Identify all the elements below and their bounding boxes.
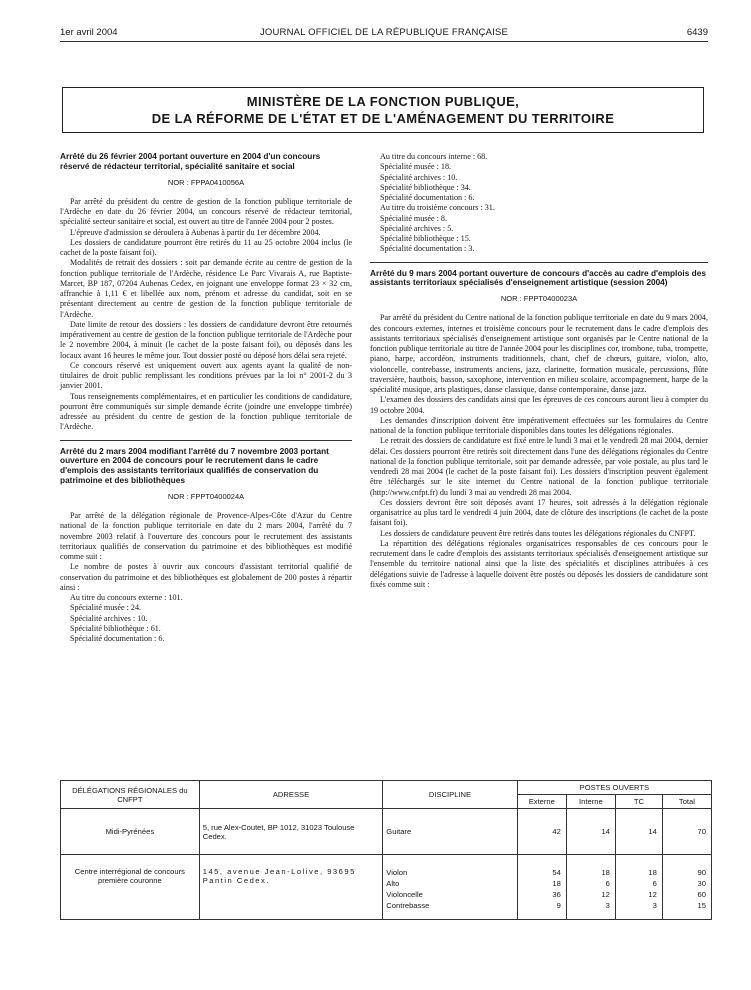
article-1-paragraph: Ce concours réservé est uniquement ouvert aux agents ayant la qualité de non-titulaires de droit public remplissant les conditions prévues par la loi n° 2001-2 du 3 janvier 2001. [60,360,352,391]
header-page-number: 6439 [686,27,708,38]
value: 42 [552,827,561,836]
value: 6 [652,879,657,888]
cell-disciplines [383,855,517,920]
value: 18 [648,868,657,877]
article-2-line: Spécialité archives : 10. [70,613,148,623]
column-header-total: Total [662,795,711,809]
discipline-label: Violoncelle [386,890,423,899]
article-1-paragraph: Tous renseignements complémentaires, et en particulier les conditions de candidature, pourront être communiqués sur simple demande écrite (joindre une enveloppe timbrée) adressée au président du centre de gestion de la fonction publique territoriale de l'Ardèche. [60,391,352,432]
value: 3 [605,901,610,910]
column-header-postes-ouverts: POSTES OUVERTS [517,781,711,795]
article-2-paragraph: Le nombre de postes à ouvrir aux concours d'assistant territorial qualifié de conservation du patrimoine et des bibliothèques est globalement de 200 postes à répartir ainsi : [60,562,352,592]
article-2-line: Spécialité documentation : 6. [380,193,475,202]
article-2-line: Spécialité bibliothèque : 34. [380,182,471,192]
discipline-label: Alto [386,879,400,888]
column-header-discipline: DISCIPLINE [383,781,517,809]
article-2-line: Spécialité archives : 5. [380,223,454,233]
article-2-line: Au titre du concours interne : 68. [380,152,488,161]
article-2-line: Spécialité musée : 18. [380,162,452,172]
value: 12 [601,890,610,899]
article-2-paragraph: Par arrêté de la délégation régionale de Provence-Alpes-Côte d'Azur du Centre national de la fonction publique territoriale en date du 2 mars 2004, l'arrêté du 7 novembre 2003 relatif à l'ouverture des concours pour le recrutement des assistants territoriaux qualifiés de conservation du patrimoine et des bibliothèques est modifié comme suit : [60,511,352,562]
table-row [61,855,712,920]
cell-tc [615,809,662,855]
ministry-line-1: MINISTÈRE DE LA FONCTION PUBLIQUE, [246,94,520,109]
article-3-paragraph: Ces dossiers devront être soit déposés avant 17 heures, soit adressés à la délégation régionale organisatrice au plus tard le vendredi 4 juin 2004, date de clôture des inscriptions (le cachet de la poste faisant foi). [370,497,708,528]
value: 9 [556,901,561,910]
cell-disciplines [383,809,517,855]
article-2-line: Au titre du concours externe : 101. [70,593,183,603]
cell-interne [566,855,615,920]
value: 14 [601,827,610,836]
cell-externe [517,855,566,920]
article-3-paragraph: Le retrait des dossiers de candidature est fixé entre le lundi 3 mai et le vendredi 28 mai 2004, dernier délai. Ces dossiers pourront être retirés soit directement dans l'une des délégations régionales du Centre national de la fonction publique territoriale, soit par demande adressée, par voie postale, au plus tard le vendredi 28 mai 2004 (le cachet de la poste faisant foi). Les dossiers d'inscription peuvent également être téléchargés sur le site internet du Centre national de la fonction publique territoriale (http://www.cnfpt.fr) du lundi 3 mai au vendredi 28 mai 2004. [370,436,708,497]
cell-adresse: 5, rue Alex-Coutet, BP 1012, 31023 Toulouse Cedex. [199,809,383,855]
value: 3 [652,901,657,910]
article-2-nor: NOR : FPPT0400024A [167,491,245,501]
column-header-adresse: ADRESSE [199,781,383,809]
delegations-table [60,780,712,920]
column-header-interne: Interne [566,795,615,809]
header-rule [60,41,708,42]
article-2-line: Spécialité documentation : 6. [70,634,165,644]
ministry-heading-box [62,87,704,133]
article-3-title: Arrêté du 9 mars 2004 portant ouverture de concours d'accès au cadre d'emplois des assistants territoriaux spécialisés d'enseignement artistique (session 2004) [370,267,706,288]
article-1-paragraph: Par arrêté du président du centre de gestion de la fonction publique territoriale de l'Ardèche en date du 26 février 2004, un concours réservé de rédacteur territorial, spécialité secteur sanitaire et social, est ouvert au titre de l'année 2004 pour 2 postes. [60,196,352,227]
article-2-line: Spécialité documentation : 3. [380,244,475,254]
article-2-title: Arrêté du 2 mars 2004 modifiant l'arrêté du 7 novembre 2003 portant ouverture en 2004 de concours pour le recrutement dans le cadre d'emplois des assistants territoriaux qualifiés de conservation du patrimoine et des bibliothèques [60,445,329,485]
article-2-line: Spécialité bibliothèque : 15. [380,234,471,243]
article-1-paragraph: Date limite de retour des dossiers : les dossiers de candidature devront être retournés impérativement au centre de gestion de la fonction publique territoriale de l'Ardèche pour le 2 novembre 2004, à minuit (le cachet de la poste faisant foi), ou déposés dans les locaux avant 16 heures le même jour. Tout dossier posté ou déposé hors délai sera rejeté. [60,319,352,360]
article-separator [370,262,708,263]
article-2-line: Spécialité musée : 8. [380,213,447,223]
article-2-line: Spécialité archives : 10. [380,172,458,182]
table-row [61,809,712,855]
discipline-label: Guitare [386,827,412,836]
value: 12 [648,890,657,899]
article-1-paragraph: Les dossiers de candidature pourront être retirés du 11 au 25 octobre 2004 inclus (le cachet de la poste faisant foi). [60,237,352,258]
left-column [60,152,352,644]
article-3-paragraph: Par arrêté du président du Centre national de la fonction publique territoriale en date du 9 mars 2004, des concours externes, internes et troisième concours pour le recrutement dans le cadre d'emplois des assistants territoriaux spécialisés d'enseignement artistique sont organisés par le Centre national de la fonction publique territoriale au titre de l'année 2004 pour les disciplines cor, trombone, tuba, trompette, piano, harpe, accordéon, instruments traditionnels, chant, chef de chœurs, guitare, violon, alto, violoncelle, contrebasse, instruments anciens, jazz, clarinette, formation musicale, percussions, flûte traversière, hautbois, basson, saxophone, intervention en milieu scolaire, accompagnement, harpe de la spécialité musique, arts plastiques, danse classique, danse contemporaine, danse jazz. [370,313,708,395]
header-journal-title: JOURNAL OFFICIEL DE LA RÉPUBLIQUE FRANÇAISE [259,27,509,38]
article-2-line: Au titre du troisième concours : 31. [380,203,495,213]
value: 36 [552,890,561,899]
article-1-paragraph: Modalités de retrait des dossiers : soit par demande écrite au centre de gestion de la fonction publique territoriale de l'Ardèche, résidence Le Parc Vivarais A, rue Baptiste-Marcet, BP 187, 07204 Aubenas Cedex, en joignant une enveloppe format 23 × 32 cm, affranchie à 1,11 € et libellée aux nom, prénom et adresse du candidat, soit en se présentant directement au centre de gestion de la fonction publique territoriale de l'Ardèche. [60,258,352,319]
cell-tc [615,855,662,920]
column-header-delegations: DÉLÉGATIONS RÉGIONALES du CNFPT [61,781,200,809]
value: 18 [552,879,561,888]
value: 54 [552,868,561,877]
article-1-paragraph: L'épreuve d'admission se déroulera à Aubenas à partir du 1er décembre 2004. [70,227,321,237]
cell-adresse: 145, avenue Jean-Lolive, 93695 Pantin Cedex. [199,855,383,920]
cell-delegation: Midi-Pyrénées [61,809,200,855]
cell-delegation: Centre interrégional de concours première couronne [61,855,200,920]
value: 18 [601,868,610,877]
article-2-line: Spécialité musée : 24. [70,603,142,613]
article-2-line: Spécialité bibliothèque : 61. [70,623,161,633]
value: 30 [697,879,706,888]
cell-externe [517,809,566,855]
discipline-label: Contrebasse [386,901,430,910]
value: 6 [605,879,610,888]
column-header-tc: TC [615,795,662,809]
cell-total [662,855,711,920]
table-header-row [61,781,712,795]
article-1-nor: NOR : FPPA0410056A [167,177,245,187]
article-separator [60,440,352,441]
value: 14 [648,827,657,836]
discipline-label: Violon [386,868,408,877]
value: 60 [697,890,706,899]
column-header-externe: Externe [517,795,566,809]
article-3-paragraph: Les dossiers de candidature peuvent être retirés dans toutes les délégations régionales du CNFPT. [380,528,696,538]
article-1-title: Arrêté du 26 février 2004 portant ouverture en 2004 d'un concours réservé de rédacteur territorial, spécialité sanitaire et social [60,151,321,171]
value: 70 [697,827,706,836]
value: 90 [697,868,706,877]
article-3-paragraph: Les demandes d'inscription doivent être impérativement effectuées sur les formulaires du Centre national de la fonction publique territoriale disponibles dans toutes les délégations régionales. [370,415,708,436]
article-3-nor: NOR : FPPT0400023A [500,294,578,304]
article-3-paragraph: L'examen des dossiers des candidats ainsi que les épreuves de ces concours auront lieu à compter du 19 octobre 2004. [370,395,708,415]
ministry-line-2: DE LA RÉFORME DE L'ÉTAT ET DE L'AMÉNAGEMENT DU TERRITOIRE [151,111,615,126]
header-date: 1er avril 2004 [60,27,118,38]
cell-total [662,809,711,855]
right-column [370,152,708,590]
cell-interne [566,809,615,855]
value: 15 [697,901,706,910]
article-3-paragraph: La répartition des délégations régionales organisatrices responsables de ces concours pour le recrutement dans le cadre d'emplois des assistants territoriaux spécialisés d'enseignement artistique sur l'ensemble du territoire national ainsi que la liste des spécialités et disciplines attribuées à ces délégations suivie de l'adresse à laquelle doivent être postés ou déposés les dossiers de candidature sont fixés comme suit : [370,538,708,589]
